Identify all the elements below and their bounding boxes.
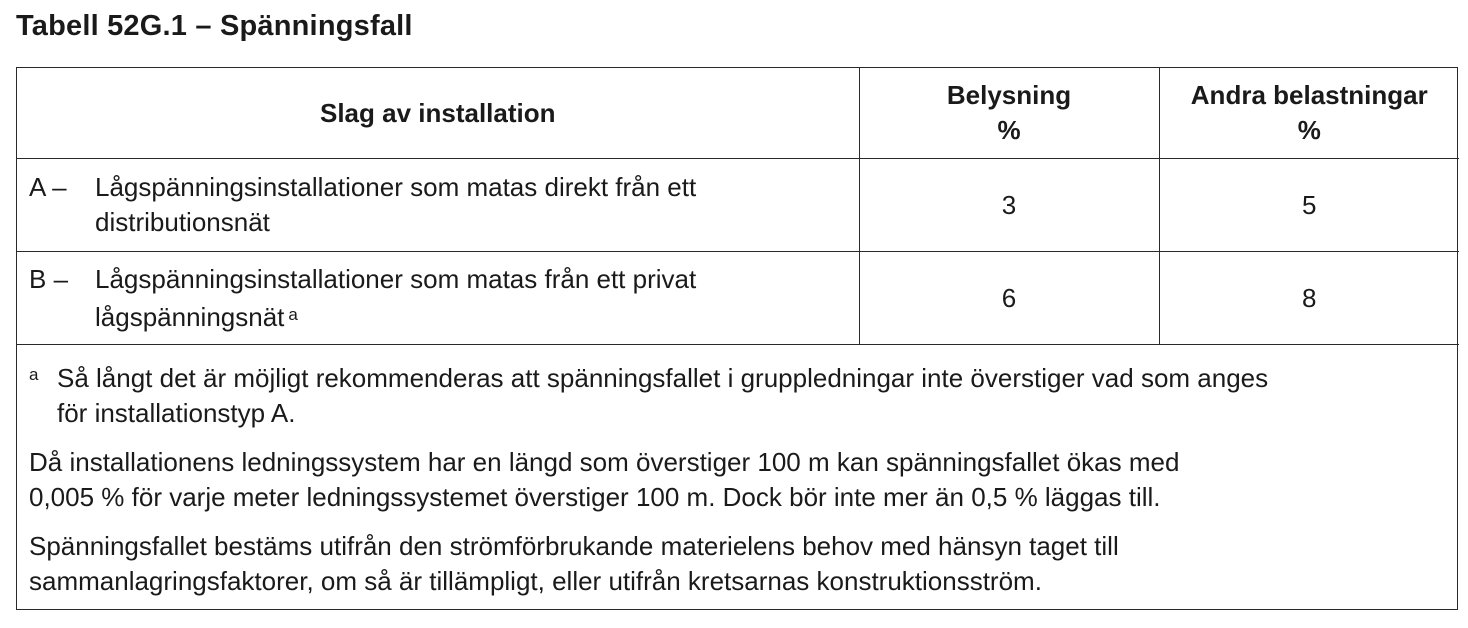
- other-loads-value: 5: [1159, 159, 1459, 252]
- installation-type-cell-a: [17, 159, 859, 252]
- installation-type-text-line1: Lågspänningsinstallationer som matas från ett privat: [95, 263, 697, 294]
- footnote-text-line2: för installationstyp A.: [57, 398, 296, 428]
- header-installation-type: [17, 68, 859, 159]
- header-lighting-label: Belysning: [946, 80, 1072, 110]
- note-paragraph-determination: [29, 529, 1445, 599]
- installation-type-text-line2: distributionsnät: [95, 207, 270, 237]
- header-other-loads: [1159, 68, 1459, 159]
- note-paragraph-line1: Då installationens ledningssystem har en längd som överstiger 100 m kan spänningsfallet ökas med: [29, 447, 1180, 477]
- voltage-drop-table-frame: [16, 67, 1458, 610]
- installation-type-letter: B –: [29, 263, 69, 294]
- note-paragraph-line2: sammanlagringsfaktorer, om så är tillämpligt, eller utifrån kretsarnas konstruktionsström.: [29, 566, 1042, 596]
- footnote-marker: a: [29, 365, 39, 384]
- voltage-drop-table: [17, 68, 1459, 345]
- installation-type-cell-b: [17, 252, 859, 345]
- other-loads-value: 8: [1159, 252, 1459, 345]
- footnote-a: [29, 361, 1445, 431]
- installation-type-letter: A –: [29, 172, 67, 202]
- note-paragraph-length: [29, 445, 1445, 515]
- footnote-reference: a: [288, 304, 298, 324]
- table-header-row: [17, 68, 1459, 159]
- table-row: [17, 252, 1459, 345]
- page-title: Tabell 52G.1 – Spänningsfall: [16, 10, 413, 42]
- footnote-text-line1: Så långt det är möjligt rekommenderas att spänningsfallet i gruppledningar inte överstiger vad som anges: [57, 363, 1269, 393]
- lighting-value: 3: [859, 159, 1159, 252]
- header-lighting-unit: %: [997, 115, 1021, 145]
- header-lighting: [859, 68, 1159, 159]
- header-other-loads-label: Andra belastningar: [1190, 80, 1428, 110]
- installation-type-text-line1: Lågspänningsinstallationer som matas direkt från ett: [95, 172, 697, 202]
- table-notes: [17, 345, 1457, 599]
- note-paragraph-line2: 0,005 % för varje meter ledningssystemet överstiger 100 m. Dock bör inte mer än 0,5 % läggas till.: [29, 482, 1161, 512]
- note-paragraph-line1: Spänningsfallet bestäms utifrån den strömförbrukande materielens behov med hänsyn taget till: [29, 531, 1119, 561]
- header-other-loads-unit: %: [1297, 115, 1321, 145]
- header-installation-type-label: Slag av installation: [319, 97, 556, 128]
- installation-type-text-line2: lågspänningsnät: [95, 301, 285, 332]
- table-row: [17, 159, 1459, 252]
- lighting-value: 6: [859, 252, 1159, 345]
